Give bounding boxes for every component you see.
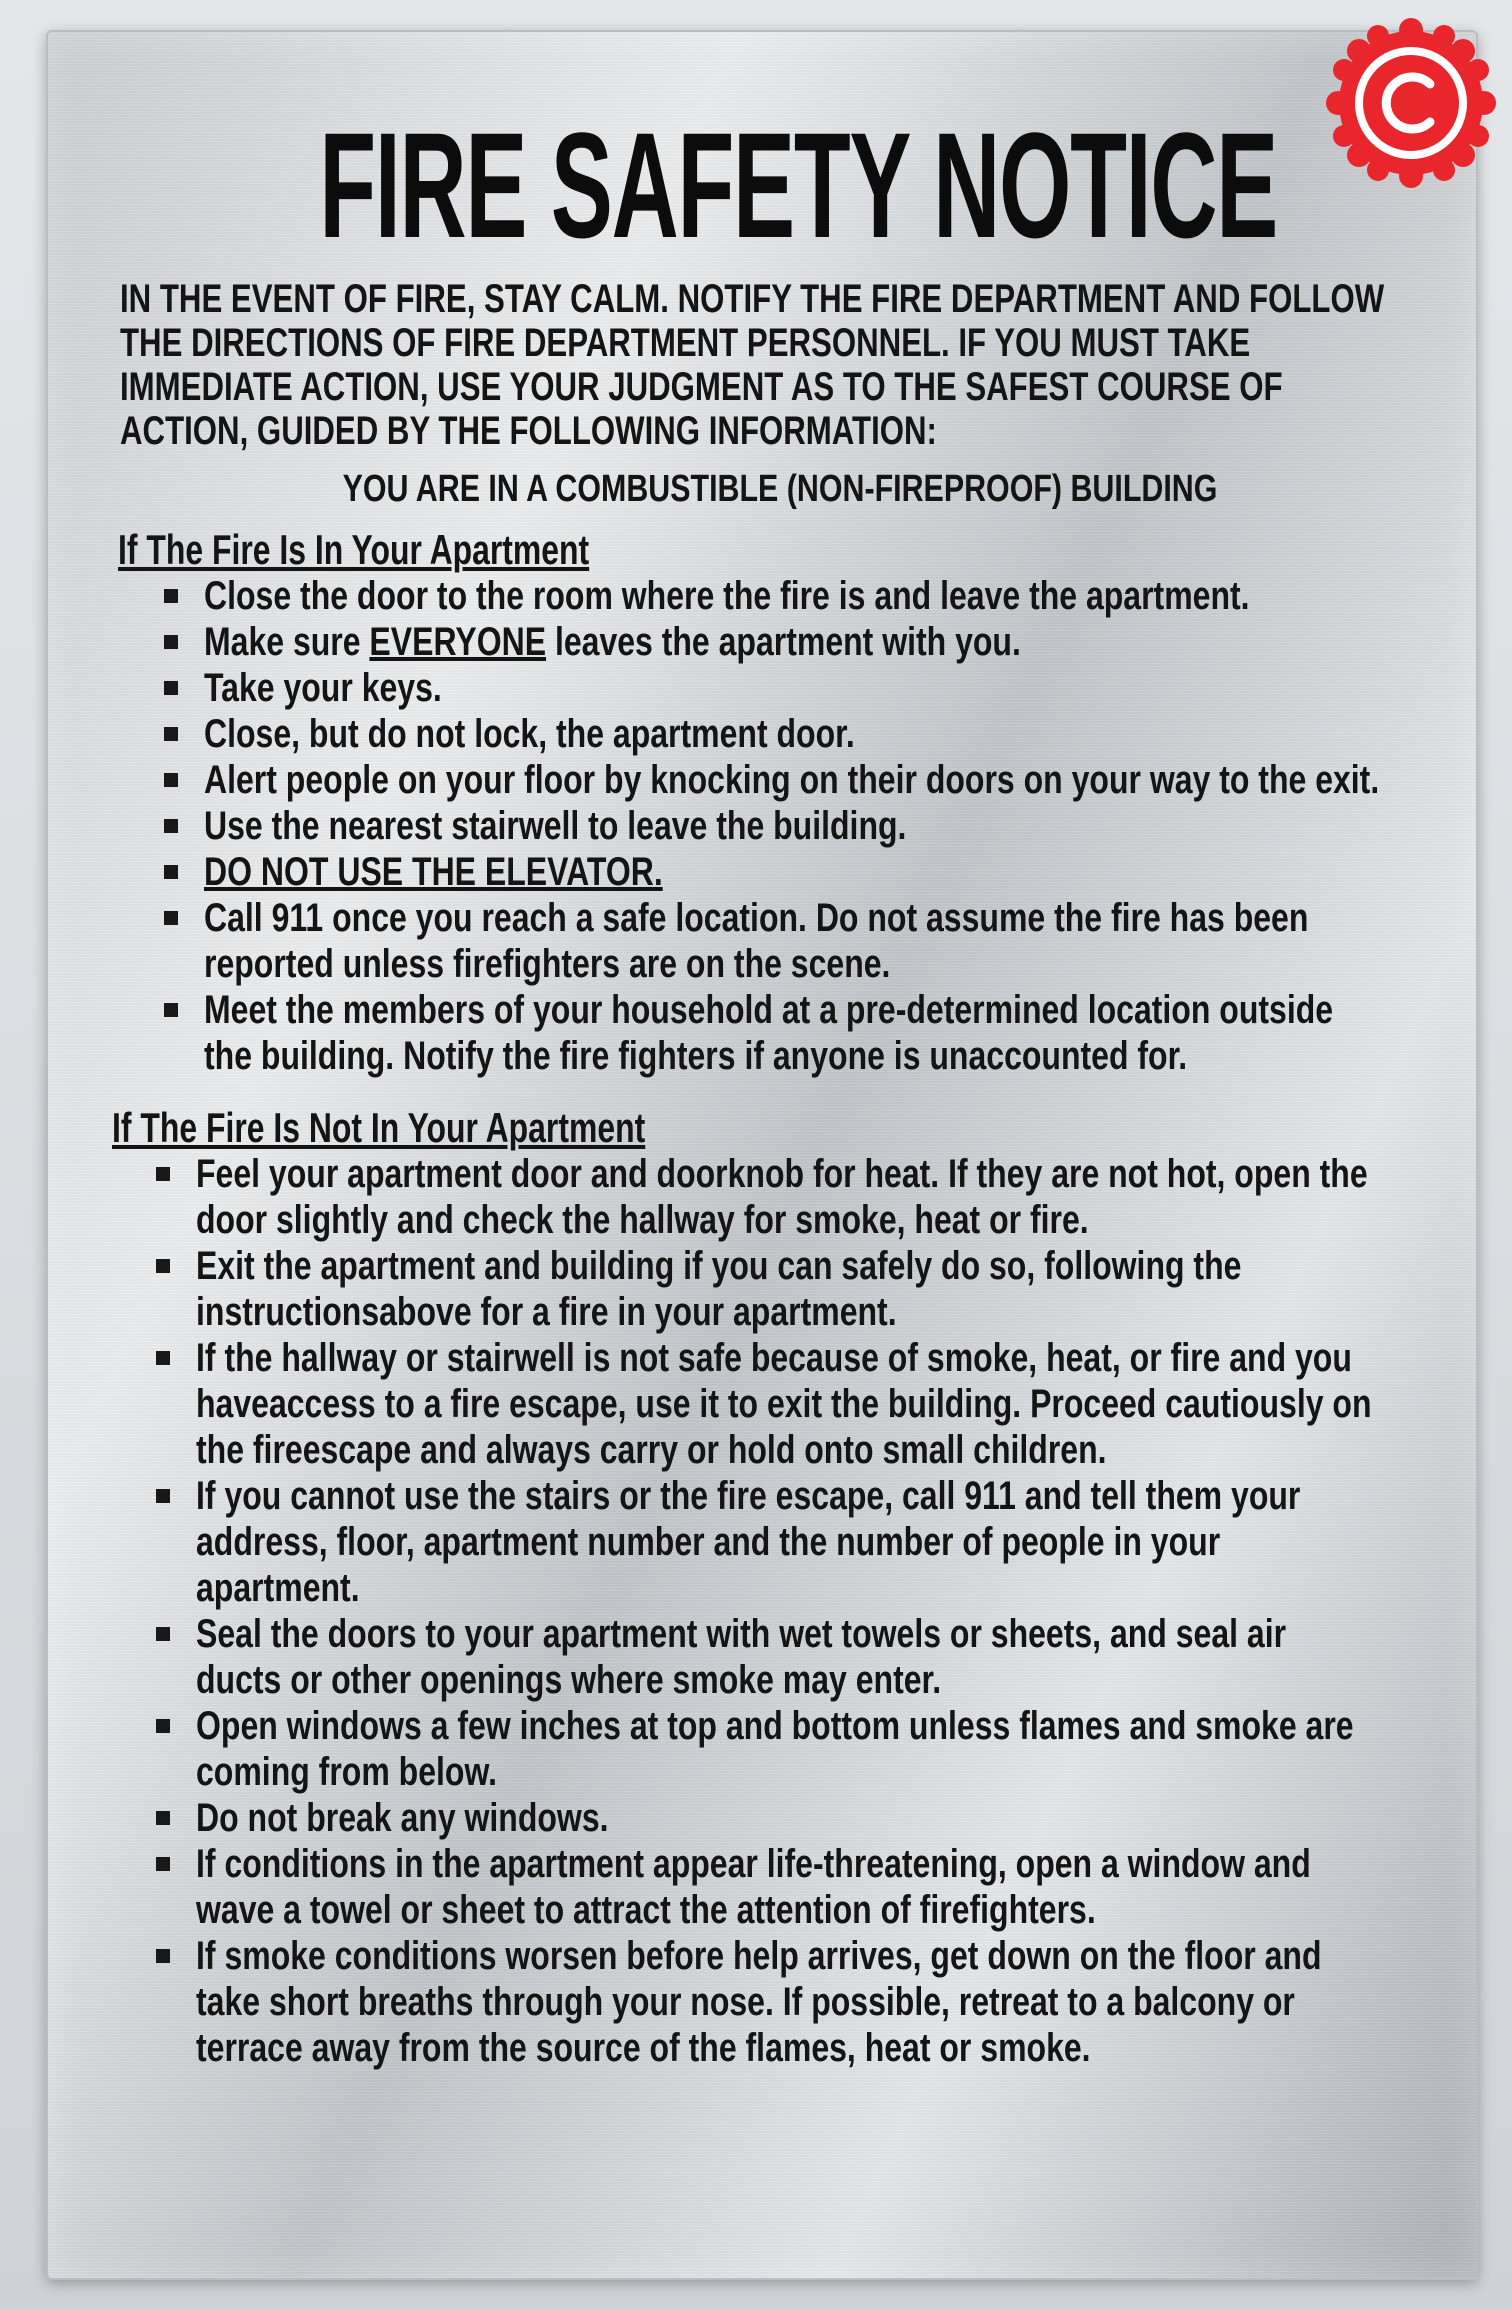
building-type-statement: YOU ARE IN A COMBUSTIBLE (NON-FIREPROOF) BUILDING [342,468,1218,510]
list-item: Close the door to the room where the fire is and leave the apartment. [120,573,1440,619]
square-bullet-icon [156,1259,170,1273]
copyright-seal-icon [1326,18,1496,188]
square-bullet-icon [164,589,178,603]
notice-title: FIRE SAFETY NOTICE [319,101,1278,269]
square-bullet-icon [164,727,178,741]
elevator-warning: DO NOT USE THE ELEVATOR. [204,850,663,894]
in-apartment-list [120,573,1440,1079]
square-bullet-icon [164,911,178,925]
square-bullet-icon [164,865,178,879]
seal-scallops [1326,18,1496,188]
everyone-item-before: Make sure [204,620,370,664]
list-item: Feel your apartment door and doorknob for heat. If they are not hot, open the door slightly and check the hallway for smoke, heat or fire. [120,1151,1440,1243]
square-bullet-icon [164,681,178,695]
list-item [120,849,1440,895]
notice-content [112,277,1440,2071]
list-item: Use the nearest stairwell to leave the building. [120,803,1440,849]
square-bullet-icon [156,1167,170,1181]
not-in-apartment-list [120,1151,1440,2071]
everyone-item-after: leaves the apartment with you. [546,620,1021,664]
square-bullet-icon [156,1627,170,1641]
square-bullet-icon [164,635,178,649]
square-bullet-icon [164,819,178,833]
list-item: Alert people on your floor by knocking on their doors on your way to the exit. [120,757,1440,803]
list-item: Open windows a few inches at top and bottom unless flames and smoke are coming from below. [120,1703,1440,1795]
list-item: If the hallway or stairwell is not safe because of smoke, heat, or fire and you haveaccess to a fire escape, use it to exit the building. Proceed cautiously on the fireescape and always carry or hold onto small children. [120,1335,1440,1473]
square-bullet-icon [156,1351,170,1365]
list-item [120,619,1440,665]
square-bullet-icon [156,1489,170,1503]
list-item: Take your keys. [120,665,1440,711]
list-item: Call 911 once you reach a safe location. Do not assume the fire has been reported unless firefighters are on the scene. [120,895,1440,987]
section-heading-not-in-apartment: If The Fire Is Not In Your Apartment [112,1104,646,1151]
everyone-emphasis: EVERYONE [369,620,547,664]
section-heading-in-apartment: If The Fire Is In Your Apartment [118,526,590,573]
square-bullet-icon [164,773,178,787]
list-item: Seal the doors to your apartment with wet towels or sheets, and seal air ducts or other openings where smoke may enter. [120,1611,1440,1703]
square-bullet-icon [156,1811,170,1825]
square-bullet-icon [156,1949,170,1963]
list-item: Meet the members of your household at a pre-determined location outside the building. Notify the fire fighters if anyone is unaccounted for. [120,987,1440,1079]
list-item: Exit the apartment and building if you can safely do so, following the instructionsabove for a fire in your apartment. [120,1243,1440,1335]
notice-plate [46,30,1478,2280]
square-bullet-icon [156,1857,170,1871]
list-item: Do not break any windows. [120,1795,1440,1841]
list-item: Close, but do not lock, the apartment door. [120,711,1440,757]
square-bullet-icon [164,1003,178,1017]
intro-paragraph: IN THE EVENT OF FIRE, STAY CALM. NOTIFY THE FIRE DEPARTMENT AND FOLLOW THE DIRECTIONS OF FIRE DEPARTMENT PERSONNEL. IF YOU MUST TAKE IMMEDIATE ACTION, USE YOUR JUDGMENT AS TO THE SAFEST COURSE OF ACTION, GUIDED BY THE FOLLOWING INFORMATION: [120,277,1385,453]
list-item: If smoke conditions worsen before help arrives, get down on the floor and take short breaths through your nose. If possible, retreat to a balcony or terrace away from the source of the flames, heat or smoke. [120,1933,1440,2071]
list-item: If conditions in the apartment appear life-threatening, open a window and wave a towel or sheet to attract the attention of firefighters. [120,1841,1440,1933]
square-bullet-icon [156,1719,170,1733]
list-item: If you cannot use the stairs or the fire escape, call 911 and tell them your address, floor, apartment number and the number of people in your apartment. [120,1473,1440,1611]
